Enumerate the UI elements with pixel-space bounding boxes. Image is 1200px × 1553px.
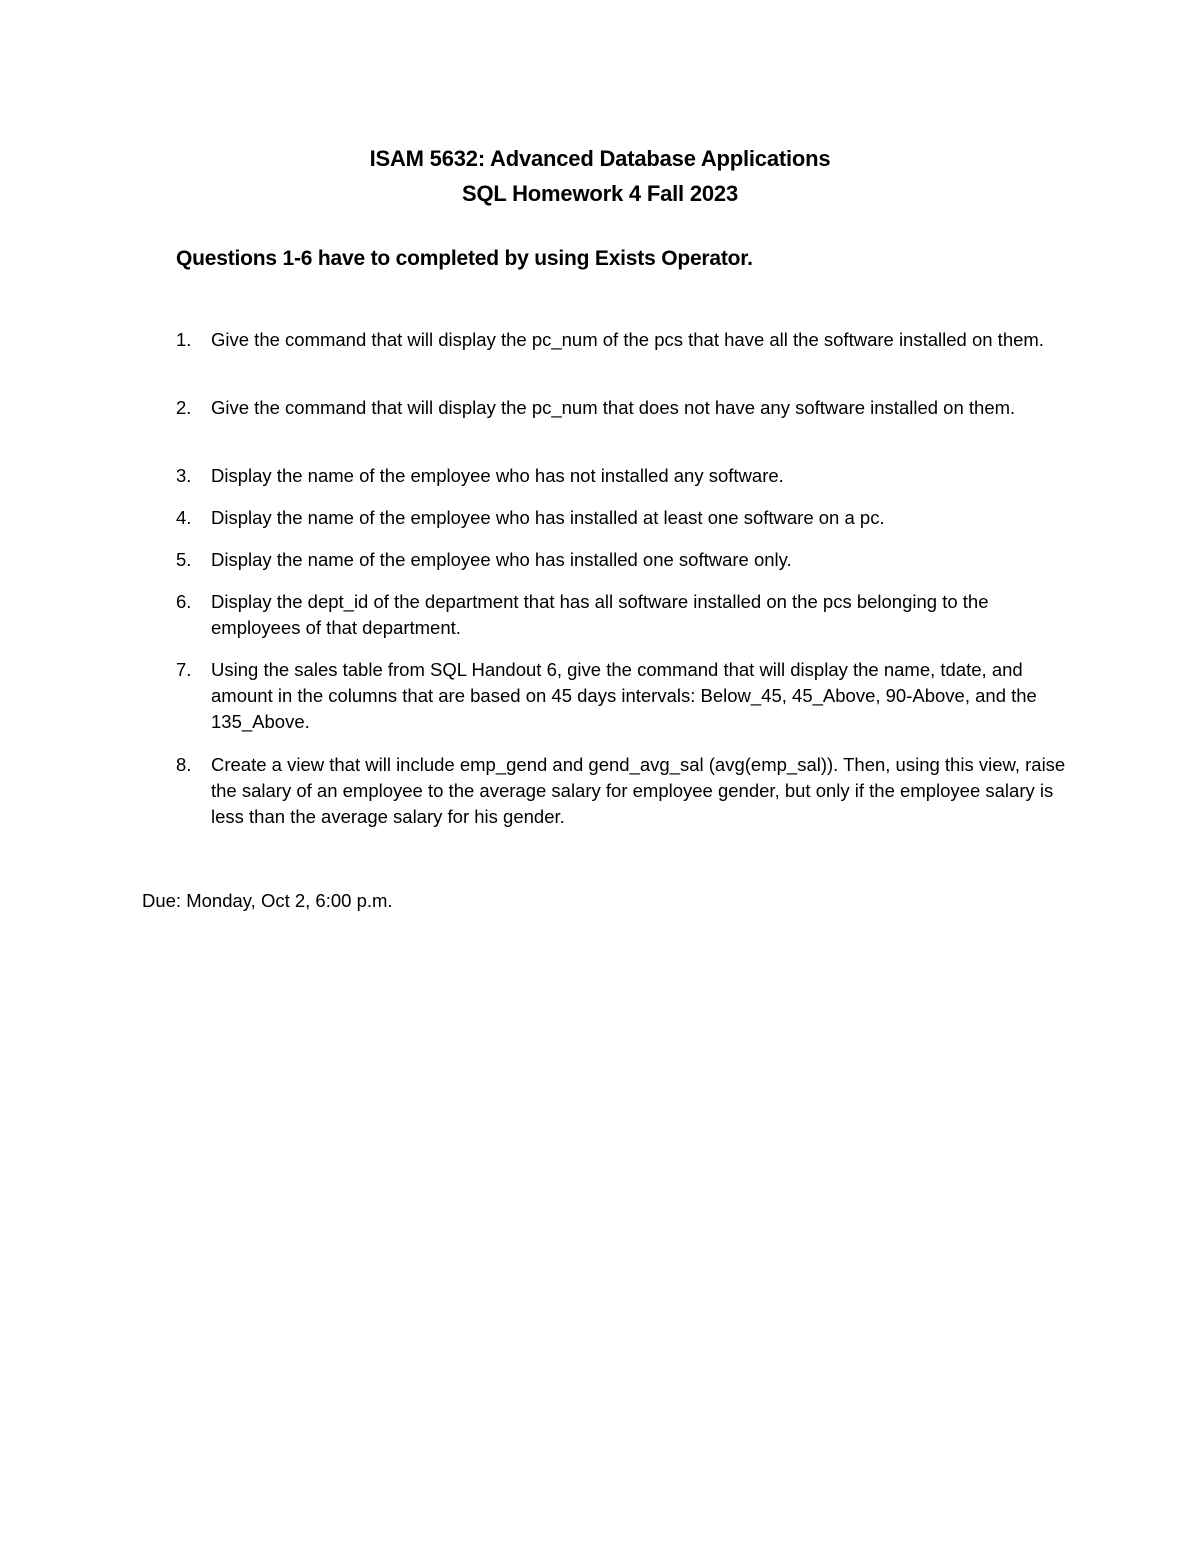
- document-subtitle: SQL Homework 4 Fall 2023: [461, 181, 739, 206]
- question-text: Give the command that will display the pc_num that does not have any software installed on them.: [211, 397, 1016, 418]
- question-text: Display the name of the employee who has installed one software only.: [211, 549, 792, 570]
- question-number: 7.: [176, 659, 192, 680]
- question-text: Create a view that will include emp_gend and gend_avg_sal (avg(emp_sal)). Then, using this view, raise the salary of an employee to the average salary for employee gender, but only if the employee salary is less than the average salary for his gender.: [211, 754, 1066, 827]
- due-date: Due: Monday, Oct 2, 6:00 p.m.: [142, 890, 393, 911]
- question-number: 6.: [176, 591, 192, 612]
- document-title: ISAM 5632: Advanced Database Applications: [369, 146, 831, 171]
- question-number: 4.: [176, 507, 192, 528]
- question-text: Display the dept_id of the department that has all software installed on the pcs belonging to the employees of that department.: [211, 591, 989, 638]
- question-text: Give the command that will display the pc_num of the pcs that have all the software installed on them.: [211, 329, 1044, 350]
- instructions-heading: Questions 1-6 have to completed by using Exists Operator.: [176, 247, 753, 270]
- question-text: Display the name of the employee who has not installed any software.: [211, 465, 784, 486]
- question-number: 5.: [176, 549, 192, 570]
- question-text: Using the sales table from SQL Handout 6, give the command that will display the name, tdate, and amount in the columns that are based on 45 days intervals: Below_45, 45_Above, 90-Above, and the 135_Above.: [211, 659, 1037, 732]
- question-number: 1.: [176, 329, 192, 350]
- question-number: 3.: [176, 465, 192, 486]
- question-number: 8.: [176, 754, 192, 775]
- question-text: Display the name of the employee who has installed at least one software on a pc.: [211, 507, 885, 528]
- question-number: 2.: [176, 397, 192, 418]
